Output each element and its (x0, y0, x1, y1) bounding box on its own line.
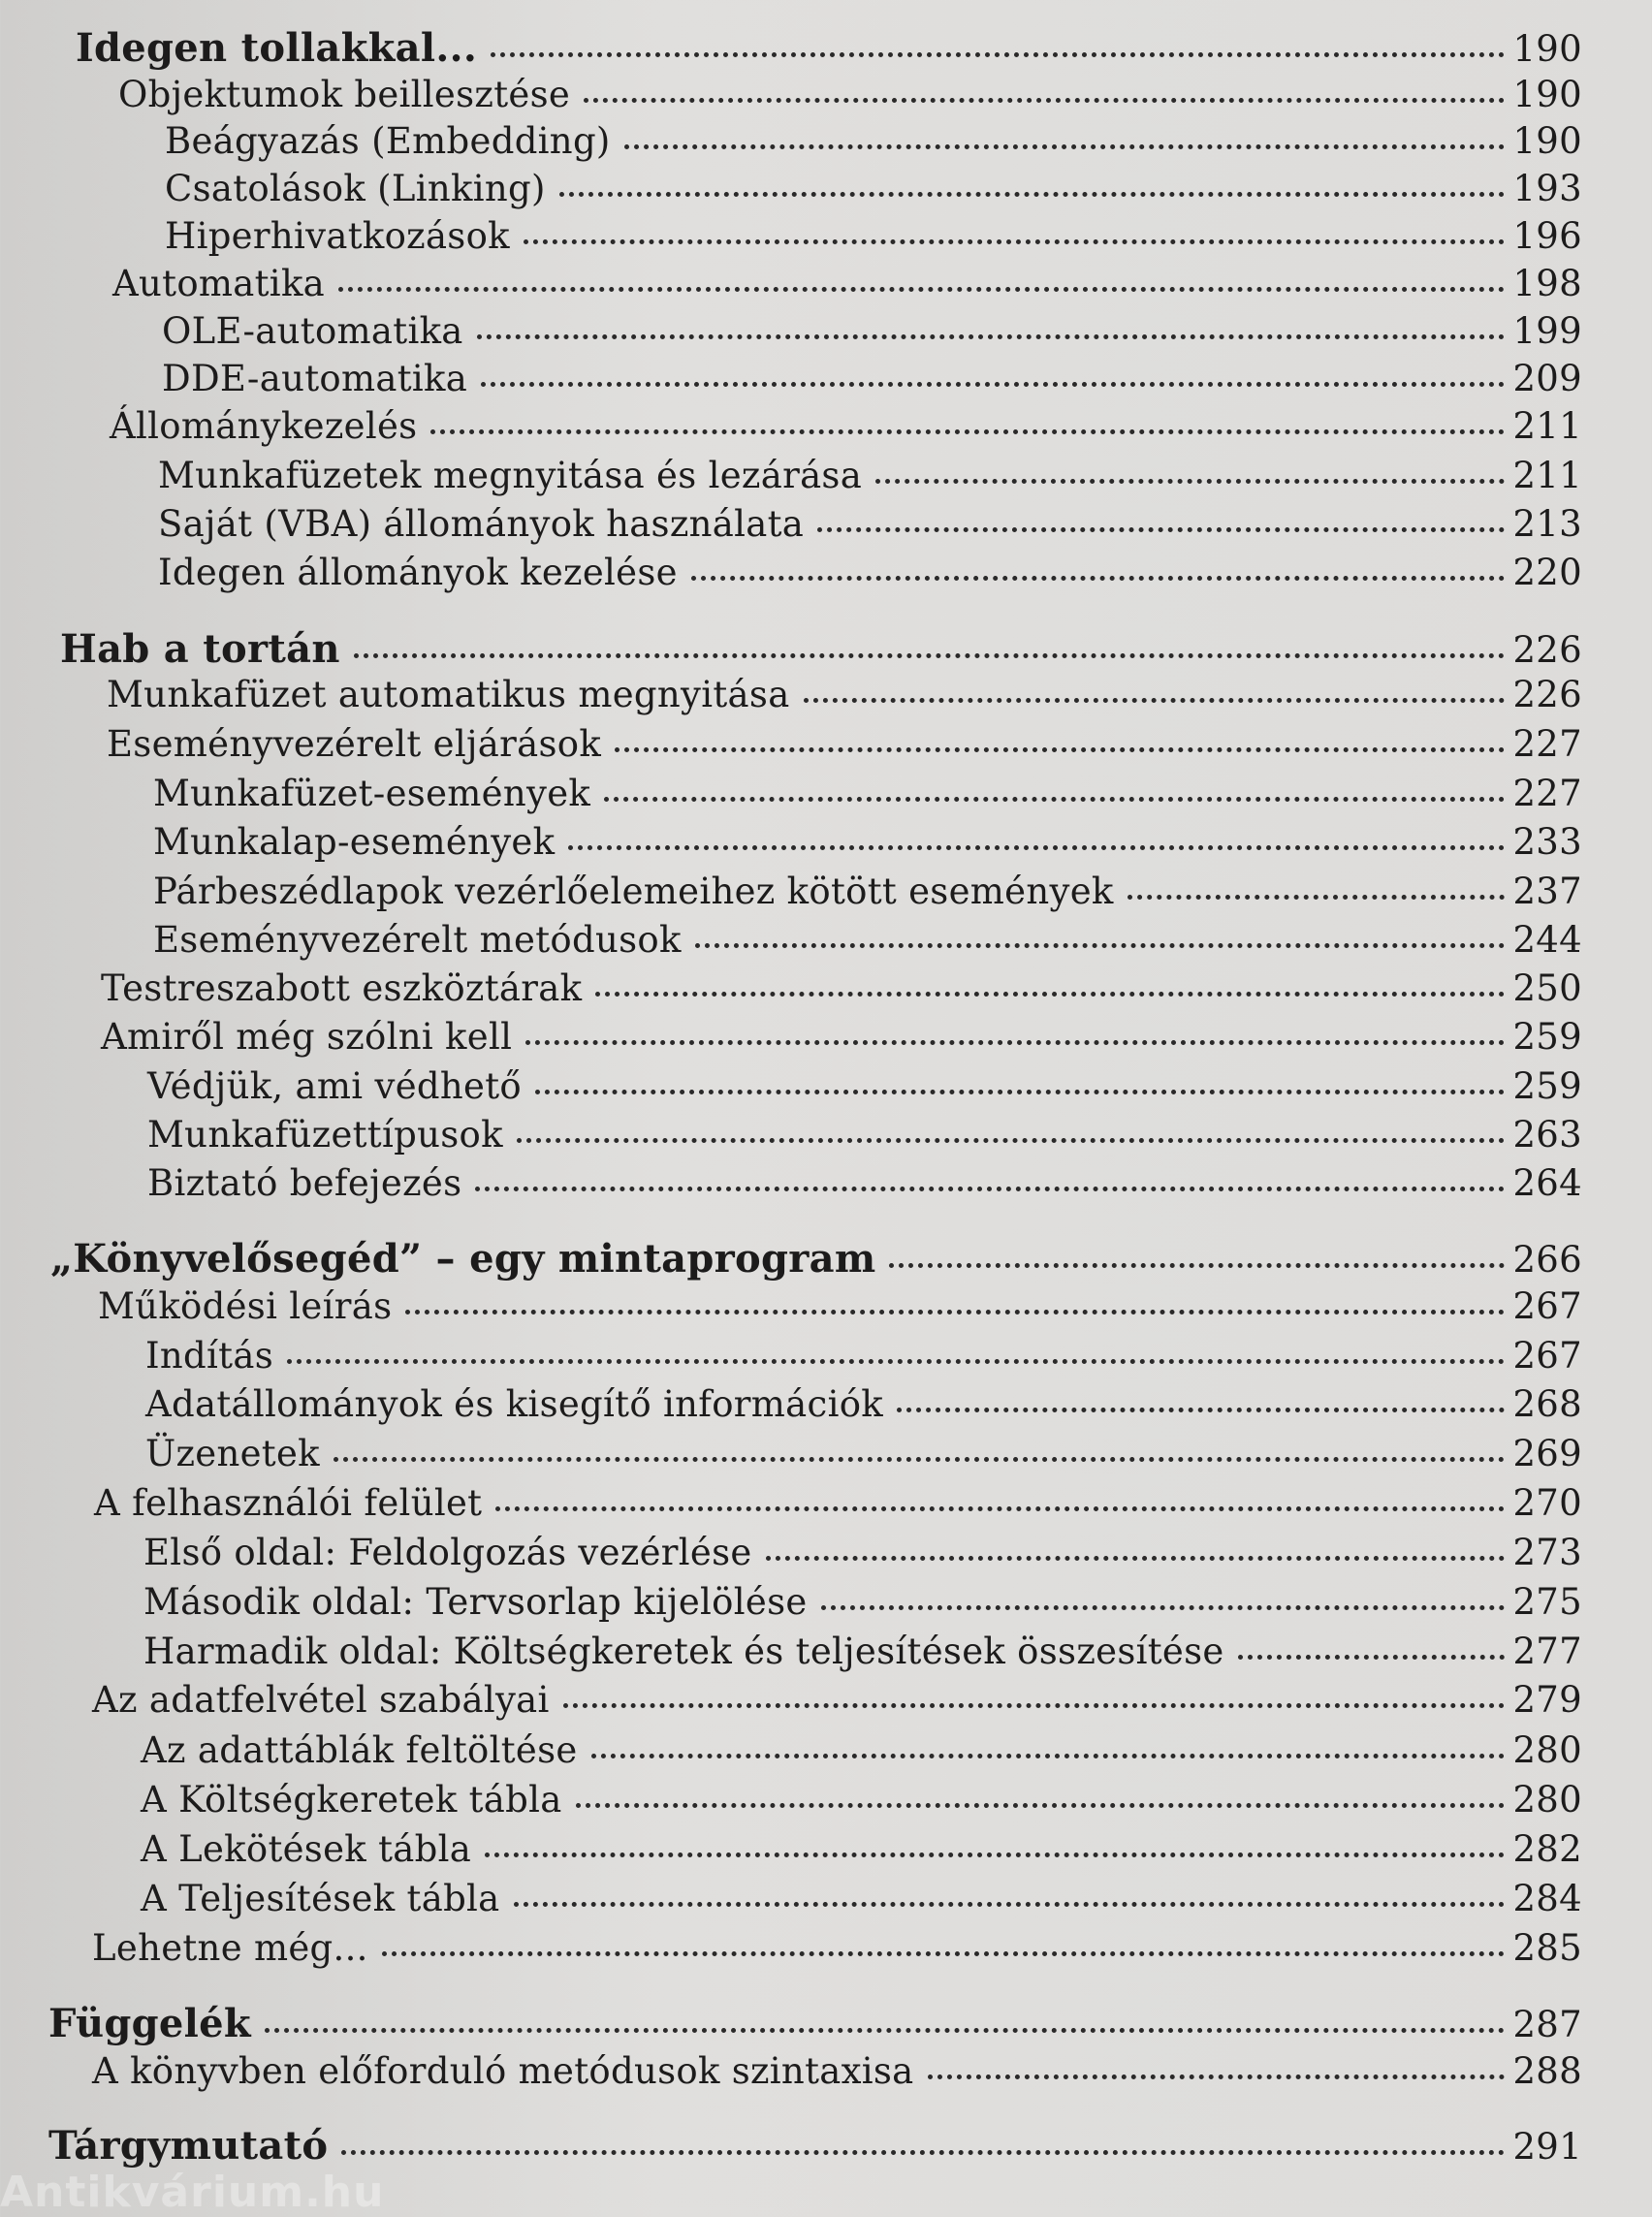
toc-entry (158, 552, 1582, 593)
toc-entry-title: Hiperhivatkozások (165, 215, 510, 257)
toc-entry (107, 674, 1582, 715)
toc-entry (162, 310, 1582, 352)
toc-entry-title: Eseményvezérelt metódusok (153, 919, 682, 961)
dot-leader (563, 1703, 1506, 1708)
toc-entry-title: A felhasználói felület (94, 1482, 483, 1524)
toc-entry (107, 723, 1582, 765)
toc-entry-title: Indítás (145, 1335, 273, 1377)
toc-entry-title: Lehetne még... (92, 1927, 368, 1969)
toc-entry (147, 1065, 1582, 1107)
toc-entry-title: Üzenetek (145, 1433, 320, 1474)
toc-entry (153, 773, 1582, 814)
toc-entry (165, 215, 1582, 257)
dot-leader (766, 1556, 1506, 1561)
toc-entry (145, 1383, 1582, 1425)
dot-leader (481, 382, 1505, 387)
toc-entry-page: 273 (1512, 1532, 1582, 1573)
toc-entry-page: 270 (1512, 1482, 1582, 1524)
toc-entry-page: 193 (1512, 168, 1582, 209)
dot-leader (491, 52, 1505, 57)
toc-entry-page: 269 (1512, 1433, 1582, 1474)
dot-leader (535, 1090, 1506, 1094)
toc-entry-title: Állománykezelés (110, 405, 418, 447)
toc-entry-title: Eseményvezérelt eljárások (107, 723, 602, 765)
toc-entry (143, 1581, 1582, 1623)
toc-entry-page: 267 (1512, 1335, 1582, 1377)
toc-entry (92, 1927, 1582, 1969)
toc-entry-page: 266 (1512, 1239, 1582, 1281)
toc-entry-title: Beágyazás (Embedding) (165, 120, 611, 162)
toc-entry (60, 626, 1582, 672)
toc-entry-page: 211 (1512, 405, 1582, 447)
toc-entry-page: 263 (1512, 1114, 1582, 1156)
dot-leader (475, 1187, 1505, 1191)
toc-entry-title: Függelék (48, 2001, 251, 2046)
toc-entry-title: Tárgymutató (48, 2123, 329, 2169)
toc-entry (165, 120, 1582, 162)
toc-entry (48, 2123, 1582, 2169)
toc-entry (110, 405, 1582, 447)
toc-entry (98, 1285, 1582, 1327)
toc-entry (165, 168, 1582, 209)
toc-entry (141, 1779, 1582, 1821)
toc-entry-title: Az adattáblák feltöltése (141, 1729, 578, 1771)
dot-leader (821, 1605, 1506, 1610)
toc-entry-title: Védjük, ami védhető (147, 1065, 522, 1107)
dot-leader (514, 1902, 1506, 1907)
toc-entry (48, 2001, 1582, 2046)
toc-entry-title: Amiről még szólni kell (101, 1016, 513, 1058)
toc-entry-page: 198 (1512, 263, 1582, 304)
toc-entry-title: Második oldal: Tervsorlap kijelölése (143, 1581, 808, 1623)
dot-leader (595, 992, 1505, 997)
toc-entry-title: Munkafüzettípusok (147, 1114, 503, 1156)
toc-entry (143, 1532, 1582, 1573)
dot-leader (817, 527, 1505, 532)
dot-leader (405, 1310, 1505, 1314)
toc-entry (162, 358, 1582, 399)
toc-entry-page: 285 (1512, 1927, 1582, 1969)
toc-entry-title: Objektumok beillesztése (118, 74, 571, 115)
toc-entry-title: Munkalap-események (153, 821, 556, 863)
toc-entry-page: 190 (1512, 120, 1582, 162)
dot-leader (568, 845, 1505, 850)
toc-entry-page: 250 (1512, 967, 1582, 1009)
toc-entry-page: 291 (1512, 2126, 1582, 2168)
toc-entry-page: 199 (1512, 310, 1582, 352)
toc-entry-page: 244 (1512, 919, 1582, 961)
toc-entry-page: 220 (1512, 552, 1582, 593)
dot-leader (804, 698, 1506, 703)
toc-entry (145, 1335, 1582, 1377)
toc-entry-page: 268 (1512, 1383, 1582, 1425)
dot-leader (338, 287, 1505, 292)
toc-entry (153, 919, 1582, 961)
toc-entry (147, 1162, 1582, 1204)
toc-entry-title: Munkafüzet automatikus megnyitása (107, 674, 790, 715)
toc-entry-title: Működési leírás (98, 1285, 393, 1327)
toc-entry-page: 280 (1512, 1779, 1582, 1821)
toc-entry-page: 211 (1512, 455, 1582, 496)
toc-entry-page: 226 (1512, 674, 1582, 715)
toc-entry (158, 503, 1582, 545)
toc-entry-title: A Költségkeretek tábla (141, 1779, 562, 1821)
toc-entry-title: Idegen tollakkal... (76, 25, 478, 71)
toc-entry-page: 190 (1512, 74, 1582, 115)
toc-entry-page: 190 (1512, 28, 1582, 70)
toc-entry-title: OLE-automatika (162, 310, 463, 352)
toc-entry-title: Csatolások (Linking) (165, 168, 546, 209)
toc-entry-title: Harmadik oldal: Költségkeretek és teljesítések összesítése (143, 1631, 1224, 1672)
toc-entry-title: Automatika (112, 263, 326, 304)
toc-entry (141, 1828, 1582, 1870)
toc-entry-title: Első oldal: Feldolgozás vezérlése (143, 1532, 752, 1573)
toc-entry-page: 288 (1512, 2050, 1582, 2092)
toc-entry-title: Az adatfelvétel szabályai (92, 1679, 550, 1721)
toc-entry-page: 284 (1512, 1878, 1582, 1919)
dot-leader (287, 1359, 1505, 1364)
toc-entry-title: Biztató befejezés (147, 1162, 462, 1204)
toc-entry (145, 1433, 1582, 1474)
toc-entry-page: 277 (1512, 1631, 1582, 1672)
dot-leader (485, 1853, 1505, 1857)
toc-entry-title: A Teljesítések tábla (141, 1878, 500, 1919)
dot-leader (624, 144, 1506, 149)
toc-entry-page: 233 (1512, 821, 1582, 863)
dot-leader (559, 192, 1506, 197)
toc-entry-title: Hab a tortán (60, 626, 340, 672)
toc-entry-page: 275 (1512, 1581, 1582, 1623)
toc-entry-page: 213 (1512, 503, 1582, 545)
toc-entry-title: Testreszabott eszköztárak (101, 967, 583, 1009)
toc-entry-page: 287 (1512, 2004, 1582, 2045)
dot-leader (525, 1040, 1505, 1045)
toc-entry-title: Idegen állományok kezelése (158, 552, 678, 593)
dot-leader (889, 1263, 1505, 1268)
dot-leader (477, 334, 1506, 339)
dot-leader (430, 429, 1505, 434)
dot-leader (604, 797, 1505, 802)
toc-entry-title: Saját (VBA) állományok használata (158, 503, 805, 545)
toc-entry-page: 264 (1512, 1162, 1582, 1204)
toc-entry-page: 209 (1512, 358, 1582, 399)
toc-entry (147, 1114, 1582, 1156)
toc-entry (153, 821, 1582, 863)
toc-entry (94, 1482, 1582, 1524)
toc-entry (101, 967, 1582, 1009)
toc-entry (101, 1016, 1582, 1058)
toc-entry-page: 196 (1512, 215, 1582, 257)
dot-leader (897, 1408, 1505, 1412)
toc-entry-page: 259 (1512, 1016, 1582, 1058)
toc-entry-page: 279 (1512, 1679, 1582, 1721)
toc-entry-page: 226 (1512, 629, 1582, 671)
dot-leader (517, 1138, 1506, 1143)
dot-leader (524, 239, 1506, 244)
toc-entry (153, 871, 1582, 912)
dot-leader (1238, 1655, 1506, 1660)
toc-entry (141, 1729, 1582, 1771)
toc-entry (118, 74, 1582, 115)
toc-entry (76, 25, 1582, 71)
toc-entry-page: 282 (1512, 1828, 1582, 1870)
watermark: Antikvárium.hu (0, 2168, 385, 2217)
dot-leader (382, 1951, 1506, 1956)
dot-leader (495, 1506, 1505, 1511)
dot-leader (354, 653, 1506, 658)
toc-entry-title: Munkafüzet-események (153, 773, 591, 814)
toc-entry-page: 259 (1512, 1065, 1582, 1107)
dot-leader (695, 943, 1506, 948)
toc-entry-page: 280 (1512, 1729, 1582, 1771)
toc-entry-title: „Könyvelősegéd” – egy mintaprogram (50, 1236, 876, 1282)
dot-leader (576, 1803, 1506, 1808)
toc-entry (158, 455, 1582, 496)
dot-leader (691, 576, 1506, 581)
toc-entry-title: Munkafüzetek megnyitása és lezárása (158, 455, 863, 496)
toc-entry-page: 227 (1512, 723, 1582, 765)
dot-leader (265, 2028, 1506, 2033)
dot-leader (584, 98, 1505, 103)
toc-entry (112, 263, 1582, 304)
toc-entry-title: Adatállományok és kisegítő információk (145, 1383, 883, 1425)
toc-entry-title: Párbeszédlapok vezérlőelemeihez kötött események (153, 871, 1114, 912)
toc-entry-title: DDE-automatika (162, 358, 468, 399)
dot-leader (928, 2074, 1506, 2079)
toc-entry-page: 227 (1512, 773, 1582, 814)
dot-leader (1128, 895, 1506, 900)
dot-leader (875, 479, 1505, 484)
toc-entry-page: 267 (1512, 1285, 1582, 1327)
toc-entry (92, 1679, 1582, 1721)
dot-leader (334, 1457, 1506, 1462)
toc-entry (92, 2050, 1582, 2092)
toc-entry-title: A könyvben előforduló metódusok szintaxisa (92, 2050, 914, 2092)
dot-leader (591, 1754, 1506, 1758)
toc-entry (141, 1878, 1582, 1919)
dot-leader (341, 2150, 1505, 2155)
toc-entry-title: A Lekötések tábla (141, 1828, 472, 1870)
toc-entry (50, 1236, 1582, 1282)
toc-entry (143, 1631, 1582, 1672)
dot-leader (615, 747, 1505, 752)
toc-entry-page: 237 (1512, 871, 1582, 912)
